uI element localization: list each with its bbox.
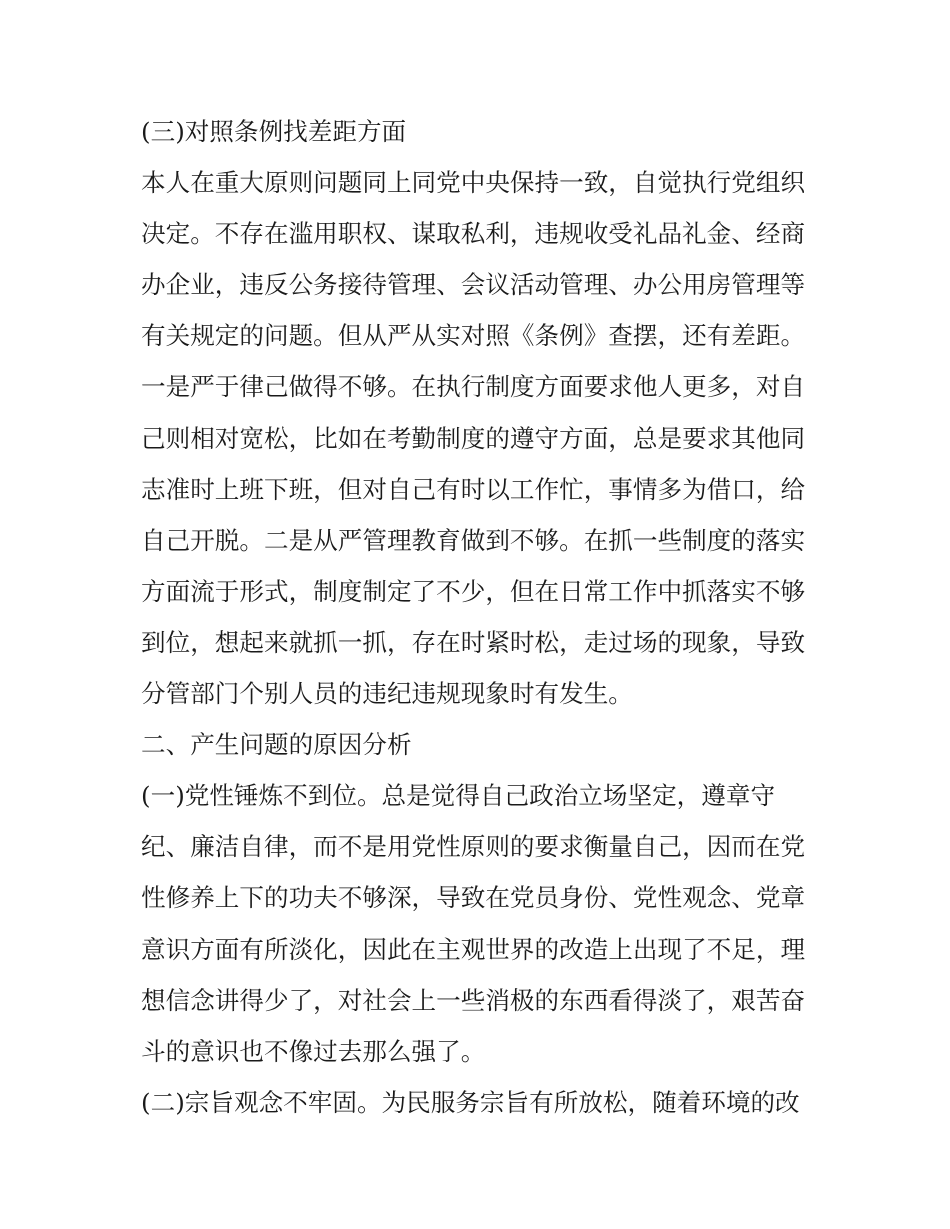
text-line: 意识方面有所淡化，因此在主观世界的改造上出现了不足，理: [141, 934, 806, 964]
section-heading-2: 二、产生问题的原因分析: [141, 730, 412, 760]
text-line: 性修养上下的功夫不够深，导致在党员身份、党性观念、党章: [141, 883, 806, 913]
text-line: 自己开脱。二是从严管理教育做到不够。在抓一些制度的落实: [141, 525, 806, 555]
text-line: 斗的意识也不像过去那么强了。: [141, 1036, 486, 1066]
text-line: 方面流于形式，制度制定了不少，但在日常工作中抓落实不够: [141, 576, 806, 606]
text-line: (二)宗旨观念不牢固。为民服务宗旨有所放松，随着环境的改: [141, 1087, 800, 1117]
section-heading-3: (三)对照条例找差距方面: [141, 117, 407, 146]
text-line: 纪、廉洁自律，而不是用党性原则的要求衡量自己，因而在党: [141, 832, 806, 862]
text-line: 办企业，违反公务接待管理、会议活动管理、办公用房管理等: [141, 270, 806, 300]
text-line: 到位，想起来就抓一抓，存在时紧时松，走过场的现象，导致: [141, 627, 806, 657]
text-line: 决定。不存在滥用职权、谋取私利，违规收受礼品礼金、经商: [141, 219, 806, 249]
text-line: 有关规定的问题。但从严从实对照《条例》查摆，还有差距。: [141, 321, 806, 351]
text-line: 一是严于律己做得不够。在执行制度方面要求他人更多，对自: [141, 372, 806, 402]
text-line: 志准时上班下班，但对自己有时以工作忙，事情多为借口，给: [141, 474, 806, 504]
document-body: [141, 106, 821, 1128]
text-line: 己则相对宽松，比如在考勤制度的遵守方面，总是要求其他同: [141, 423, 806, 453]
text-line: 分管部门个别人员的违纪违规现象时有发生。: [141, 679, 633, 709]
text-line: 本人在重大原则问题同上同党中央保持一致，自觉执行党组织: [141, 168, 806, 198]
text-line: (一)党性锤炼不到位。总是觉得自己政治立场坚定，遵章守: [141, 781, 776, 811]
text-line: 想信念讲得少了，对社会上一些消极的东西看得淡了，艰苦奋: [141, 985, 806, 1015]
